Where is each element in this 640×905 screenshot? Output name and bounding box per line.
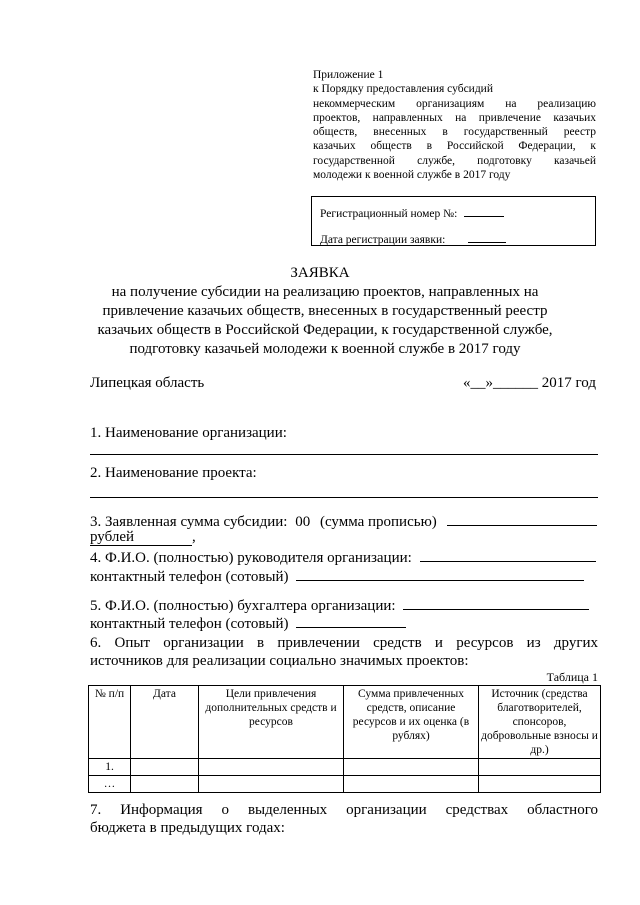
accountant-phone-row bbox=[90, 613, 406, 633]
table-row bbox=[89, 759, 601, 776]
amount-label: 3. Заявленная сумма субсидии: bbox=[90, 514, 288, 530]
accountant-label: 5. Ф.И.О. (полностью) бухгалтера организации: bbox=[90, 598, 396, 614]
amount-words-label: (сумма прописью) bbox=[319, 514, 437, 530]
subtitle-line: подготовку казачьей молодежи к военной службе в 2017 году bbox=[129, 341, 521, 357]
accountant-field[interactable] bbox=[403, 595, 589, 610]
table-header-cell: Цели привлечения дополнительных средств и ресурсов bbox=[199, 686, 344, 759]
project-name-label: 2. Наименование проекта: bbox=[90, 465, 257, 481]
table-caption: Таблица 1 bbox=[546, 670, 598, 684]
registration-date-label: Дата регистрации заявки: bbox=[320, 234, 446, 246]
amount-currency: рублей bbox=[90, 529, 192, 546]
registration-box bbox=[311, 196, 596, 246]
region-name: Липецкая область bbox=[90, 375, 205, 391]
subtitle-line: привлечение казачьих обществ, внесенных в государственный реестр bbox=[102, 303, 548, 319]
director-label: 4. Ф.И.О. (полностью) руководителя организации: bbox=[90, 550, 412, 566]
date-field[interactable]: «__»______ 2017 год bbox=[463, 375, 596, 391]
director-phone-label: контактный телефон (сотовый) bbox=[90, 569, 289, 585]
subtitle-line: на получение субсидии на реализацию проектов, направленных на bbox=[111, 284, 539, 300]
table-header-cell: Источник (средства благотворителей, спонсоров, добровольные взносы и др.) bbox=[479, 686, 601, 759]
document-title: ЗАЯВКА bbox=[290, 265, 350, 281]
appendix-line: государственной службе, подготовку казачьей bbox=[313, 154, 596, 167]
registration-date-field[interactable] bbox=[468, 230, 506, 243]
table-header-cell: № п/п bbox=[89, 686, 131, 759]
table-cell[interactable] bbox=[344, 776, 479, 793]
director-phone-row bbox=[90, 566, 584, 586]
project-name-input-line[interactable] bbox=[90, 497, 598, 498]
appendix-line: Приложение 1 bbox=[313, 69, 384, 81]
appendix-line: проектов, направленных на привлечение казачьих bbox=[313, 111, 596, 124]
table-cell: … bbox=[89, 776, 131, 793]
table-cell[interactable] bbox=[199, 776, 344, 793]
table-header-cell: Дата bbox=[131, 686, 199, 759]
accountant-phone-label: контактный телефон (сотовый) bbox=[90, 616, 289, 632]
amount-row bbox=[90, 511, 598, 531]
amount-words-field[interactable] bbox=[447, 511, 597, 526]
table-header-cell: Сумма привлеченных средств, описание ресурсов и их оценка (в рублях) bbox=[344, 686, 479, 759]
director-row bbox=[90, 547, 596, 567]
appendix-block bbox=[313, 68, 596, 182]
section7-line1: 7. Информация о выделенных организации средствах областного bbox=[90, 802, 598, 818]
table-cell: 1. bbox=[89, 759, 131, 776]
director-field[interactable] bbox=[420, 547, 596, 562]
table-cell[interactable] bbox=[479, 759, 601, 776]
appendix-line: молодежи к военной службе в 2017 году bbox=[313, 169, 511, 182]
appendix-line: обществ, внесенных в государственный реестр bbox=[313, 126, 596, 139]
subtitle-line: казачьих обществ в Российской Федерации, к государственной службе, bbox=[97, 322, 553, 338]
amount-currency-row bbox=[90, 529, 196, 546]
registration-number-label: Регистрационный номер №: bbox=[320, 208, 458, 220]
table-cell[interactable] bbox=[131, 759, 199, 776]
table-cell[interactable] bbox=[131, 776, 199, 793]
table-row bbox=[89, 776, 601, 793]
accountant-row bbox=[90, 595, 589, 615]
appendix-line: к Порядку предоставления субсидий bbox=[313, 83, 493, 96]
table-cell[interactable] bbox=[344, 759, 479, 776]
table-cell[interactable] bbox=[199, 759, 344, 776]
amount-end: , bbox=[192, 529, 196, 545]
table-header-row bbox=[89, 686, 601, 759]
appendix-line: казачьих обществ в Российской Федерации, к bbox=[313, 140, 596, 153]
accountant-phone-field[interactable] bbox=[296, 613, 406, 628]
registration-number-field[interactable] bbox=[464, 204, 504, 217]
org-name-label: 1. Наименование организации: bbox=[90, 425, 287, 441]
section6-line2: источников для реализации социально значимых проектов: bbox=[90, 653, 469, 669]
document-subtitle bbox=[60, 283, 590, 359]
table-cell[interactable] bbox=[479, 776, 601, 793]
org-name-input-line[interactable] bbox=[90, 454, 598, 455]
appendix-line: некоммерческим организациям на реализацию bbox=[313, 97, 596, 110]
section6-line1: 6. Опыт организации в привлечении средств и ресурсов из других bbox=[90, 635, 598, 651]
section7-line2: бюджета в предыдущих годах: bbox=[90, 820, 285, 836]
experience-table bbox=[88, 685, 601, 793]
amount-value[interactable]: 00 bbox=[295, 514, 311, 530]
director-phone-field[interactable] bbox=[296, 566, 584, 581]
